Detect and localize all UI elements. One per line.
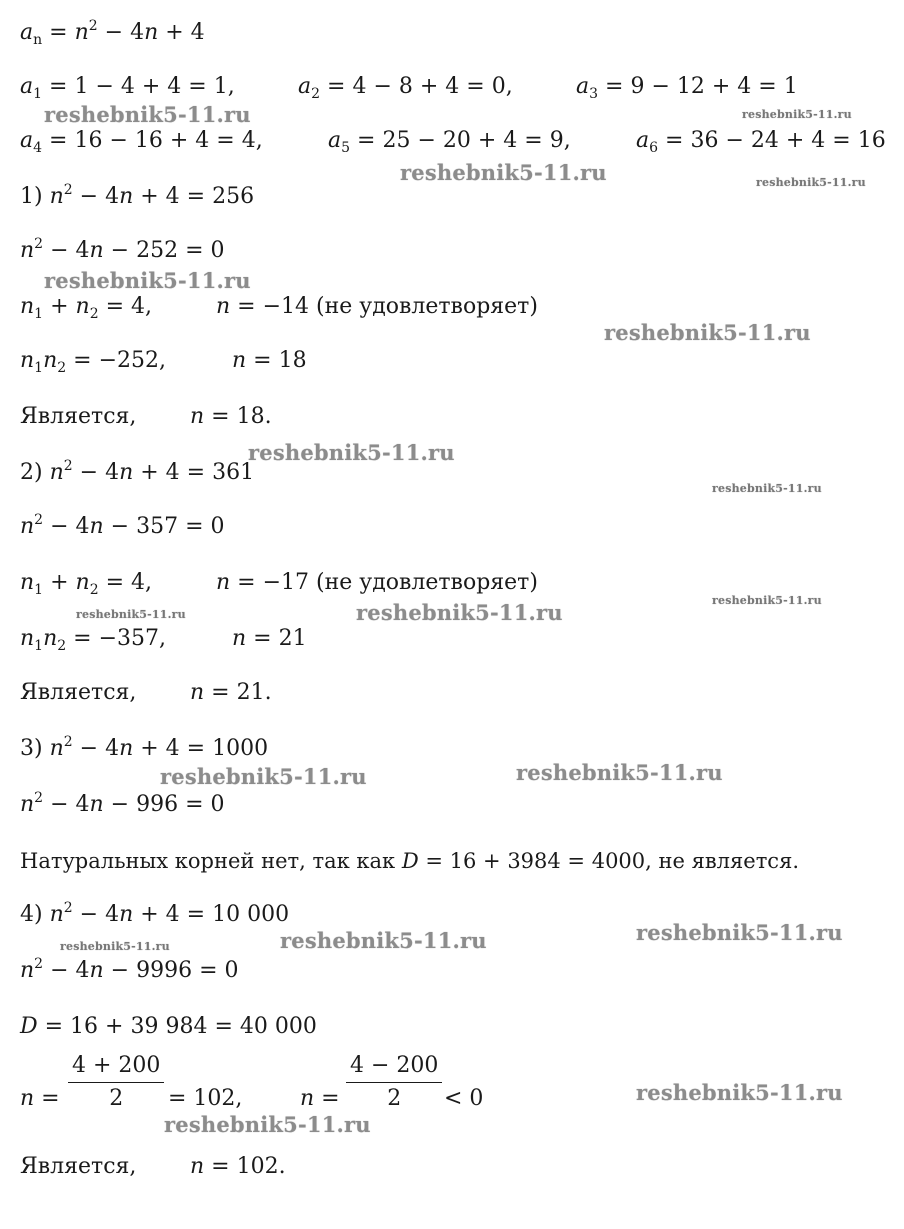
watermark: reshebnik5-11.ru xyxy=(160,764,367,789)
watermark: reshebnik5-11.ru xyxy=(280,928,487,953)
part-2-equation: $n^2 - 4n - 357 = 0$ xyxy=(20,512,225,539)
part-4-discriminant: D = 16 + 39 984 = 40 000 xyxy=(20,1014,317,1039)
term-a3: $a_3 = 9 - 12 + 4 = 1$ xyxy=(576,74,798,102)
watermark: reshebnik5-11.ru xyxy=(756,176,866,189)
watermark: reshebnik5-11.ru xyxy=(60,940,170,953)
watermark: reshebnik5-11.ru xyxy=(636,920,843,945)
term-a2: $a_2 = 4 - 8 + 4 = 0$, xyxy=(298,74,513,102)
part-4-equation: $n^2 - 4n - 9996 = 0$ xyxy=(20,956,239,983)
solution-page: $a_n = n^2 - 4n + 4$ $a_1 = 1 - 4 + 4 = 1$, $a_2 = 4 - 8 + 4 = 0$, $a_3 = 9 - 12 + 4 = 1$ $a_4 = 16 - 16 + 4 = 4$, $a_5 = 25 - 20 + 4 = 9$, $a_6 = 36 - 24 + 4 = 16$ 1) $n^2 - 4n + 4 = 256$ $n^2 - 4n - 252 = 0$ $n_1 + n_2 = 4$, n = −14 (не удовлетворяет) $n_1n_2 = -252$, n = 18 Является, n = 18. 2) $n^2 - 4n + 4 = 361$ $n^2 - 4n - 357 = 0$ $n_1 + n_2 = 4$, n = −17 (не удовлетворяет) $n_1n_2 = -357$, n = 21 Является, n = 21. 3) $n^2 - 4n + 4 = 1000$ $n^2 - 4n - 996 = 0$ Натуральных корней нет, так как D = 16 + 3984 = 4000, не является. 4) $n^2 - 4n + 4 = 10$ 000 $n^2 - 4n - 9996 = 0$ D = 16 + 39 984 = 40 000 n = $\frac{4 + 200}{2}$ = 102, n = $\frac{4 - 200}{2}$ < 0 Является, n = 102. reshebnik5-11.ru reshebnik5-11.ru reshebnik5-11.ru reshebnik5-11.ru reshebnik5-11.ru reshebnik5-11.ru reshebnik5-11.ru reshebnik5-11.ru reshebnik5-11.ru reshebnik5-11.ru reshebnik5-11.ru reshebnik5-11.ru reshebnik5-11.ru reshebnik5-11.ru reshebnik5-11.ru reshebnik5-11.ru reshebnik5-11.ru reshebnik5-11.ru xyxy=(20,18,886,1179)
part-1-title: 1) $n^2 - 4n + 4 = 256$ xyxy=(20,182,255,209)
watermark: reshebnik5-11.ru xyxy=(400,160,607,185)
watermark: reshebnik5-11.ru xyxy=(742,108,852,121)
part-1-equation: $n^2 - 4n - 252 = 0$ xyxy=(20,236,225,263)
watermark: reshebnik5-11.ru xyxy=(76,608,186,621)
fraction-minus: $\frac{4 - 200}{2}$ xyxy=(346,1053,442,1112)
sequence-formula: $a_n = n^2 - 4n + 4$ xyxy=(20,18,205,48)
watermark: reshebnik5-11.ru xyxy=(44,268,251,293)
watermark: reshebnik5-11.ru xyxy=(712,594,822,607)
watermark: reshebnik5-11.ru xyxy=(516,760,723,785)
watermark: reshebnik5-11.ru xyxy=(712,482,822,495)
term-a6: $a_6 = 36 - 24 + 4 = 16$ xyxy=(636,128,886,156)
term-a4: $a_4 = 16 - 16 + 4 = 4$, xyxy=(20,128,263,156)
watermark: reshebnik5-11.ru xyxy=(248,440,455,465)
part-3-title: 3) $n^2 - 4n + 4 = 1000$ xyxy=(20,734,269,761)
part-4-title: 4) $n^2 - 4n + 4 = 10$ 000 xyxy=(20,900,290,927)
term-a1: $a_1 = 1 - 4 + 4 = 1$, xyxy=(20,74,235,102)
watermark: reshebnik5-11.ru xyxy=(164,1112,371,1137)
part-3-note: Натуральных корней нет, так как D = 16 + 3984 = 4000, не является. xyxy=(20,849,799,873)
watermark: reshebnik5-11.ru xyxy=(604,320,811,345)
term-a5: $a_5 = 25 - 20 + 4 = 9$, xyxy=(328,128,571,156)
fraction-plus: $\frac{4 + 200}{2}$ xyxy=(68,1053,164,1112)
watermark: reshebnik5-11.ru xyxy=(356,600,563,625)
part-2-title: 2) $n^2 - 4n + 4 = 361$ xyxy=(20,458,255,485)
watermark: reshebnik5-11.ru xyxy=(636,1080,843,1105)
watermark: reshebnik5-11.ru xyxy=(44,102,251,127)
part-3-equation: $n^2 - 4n - 996 = 0$ xyxy=(20,790,225,817)
